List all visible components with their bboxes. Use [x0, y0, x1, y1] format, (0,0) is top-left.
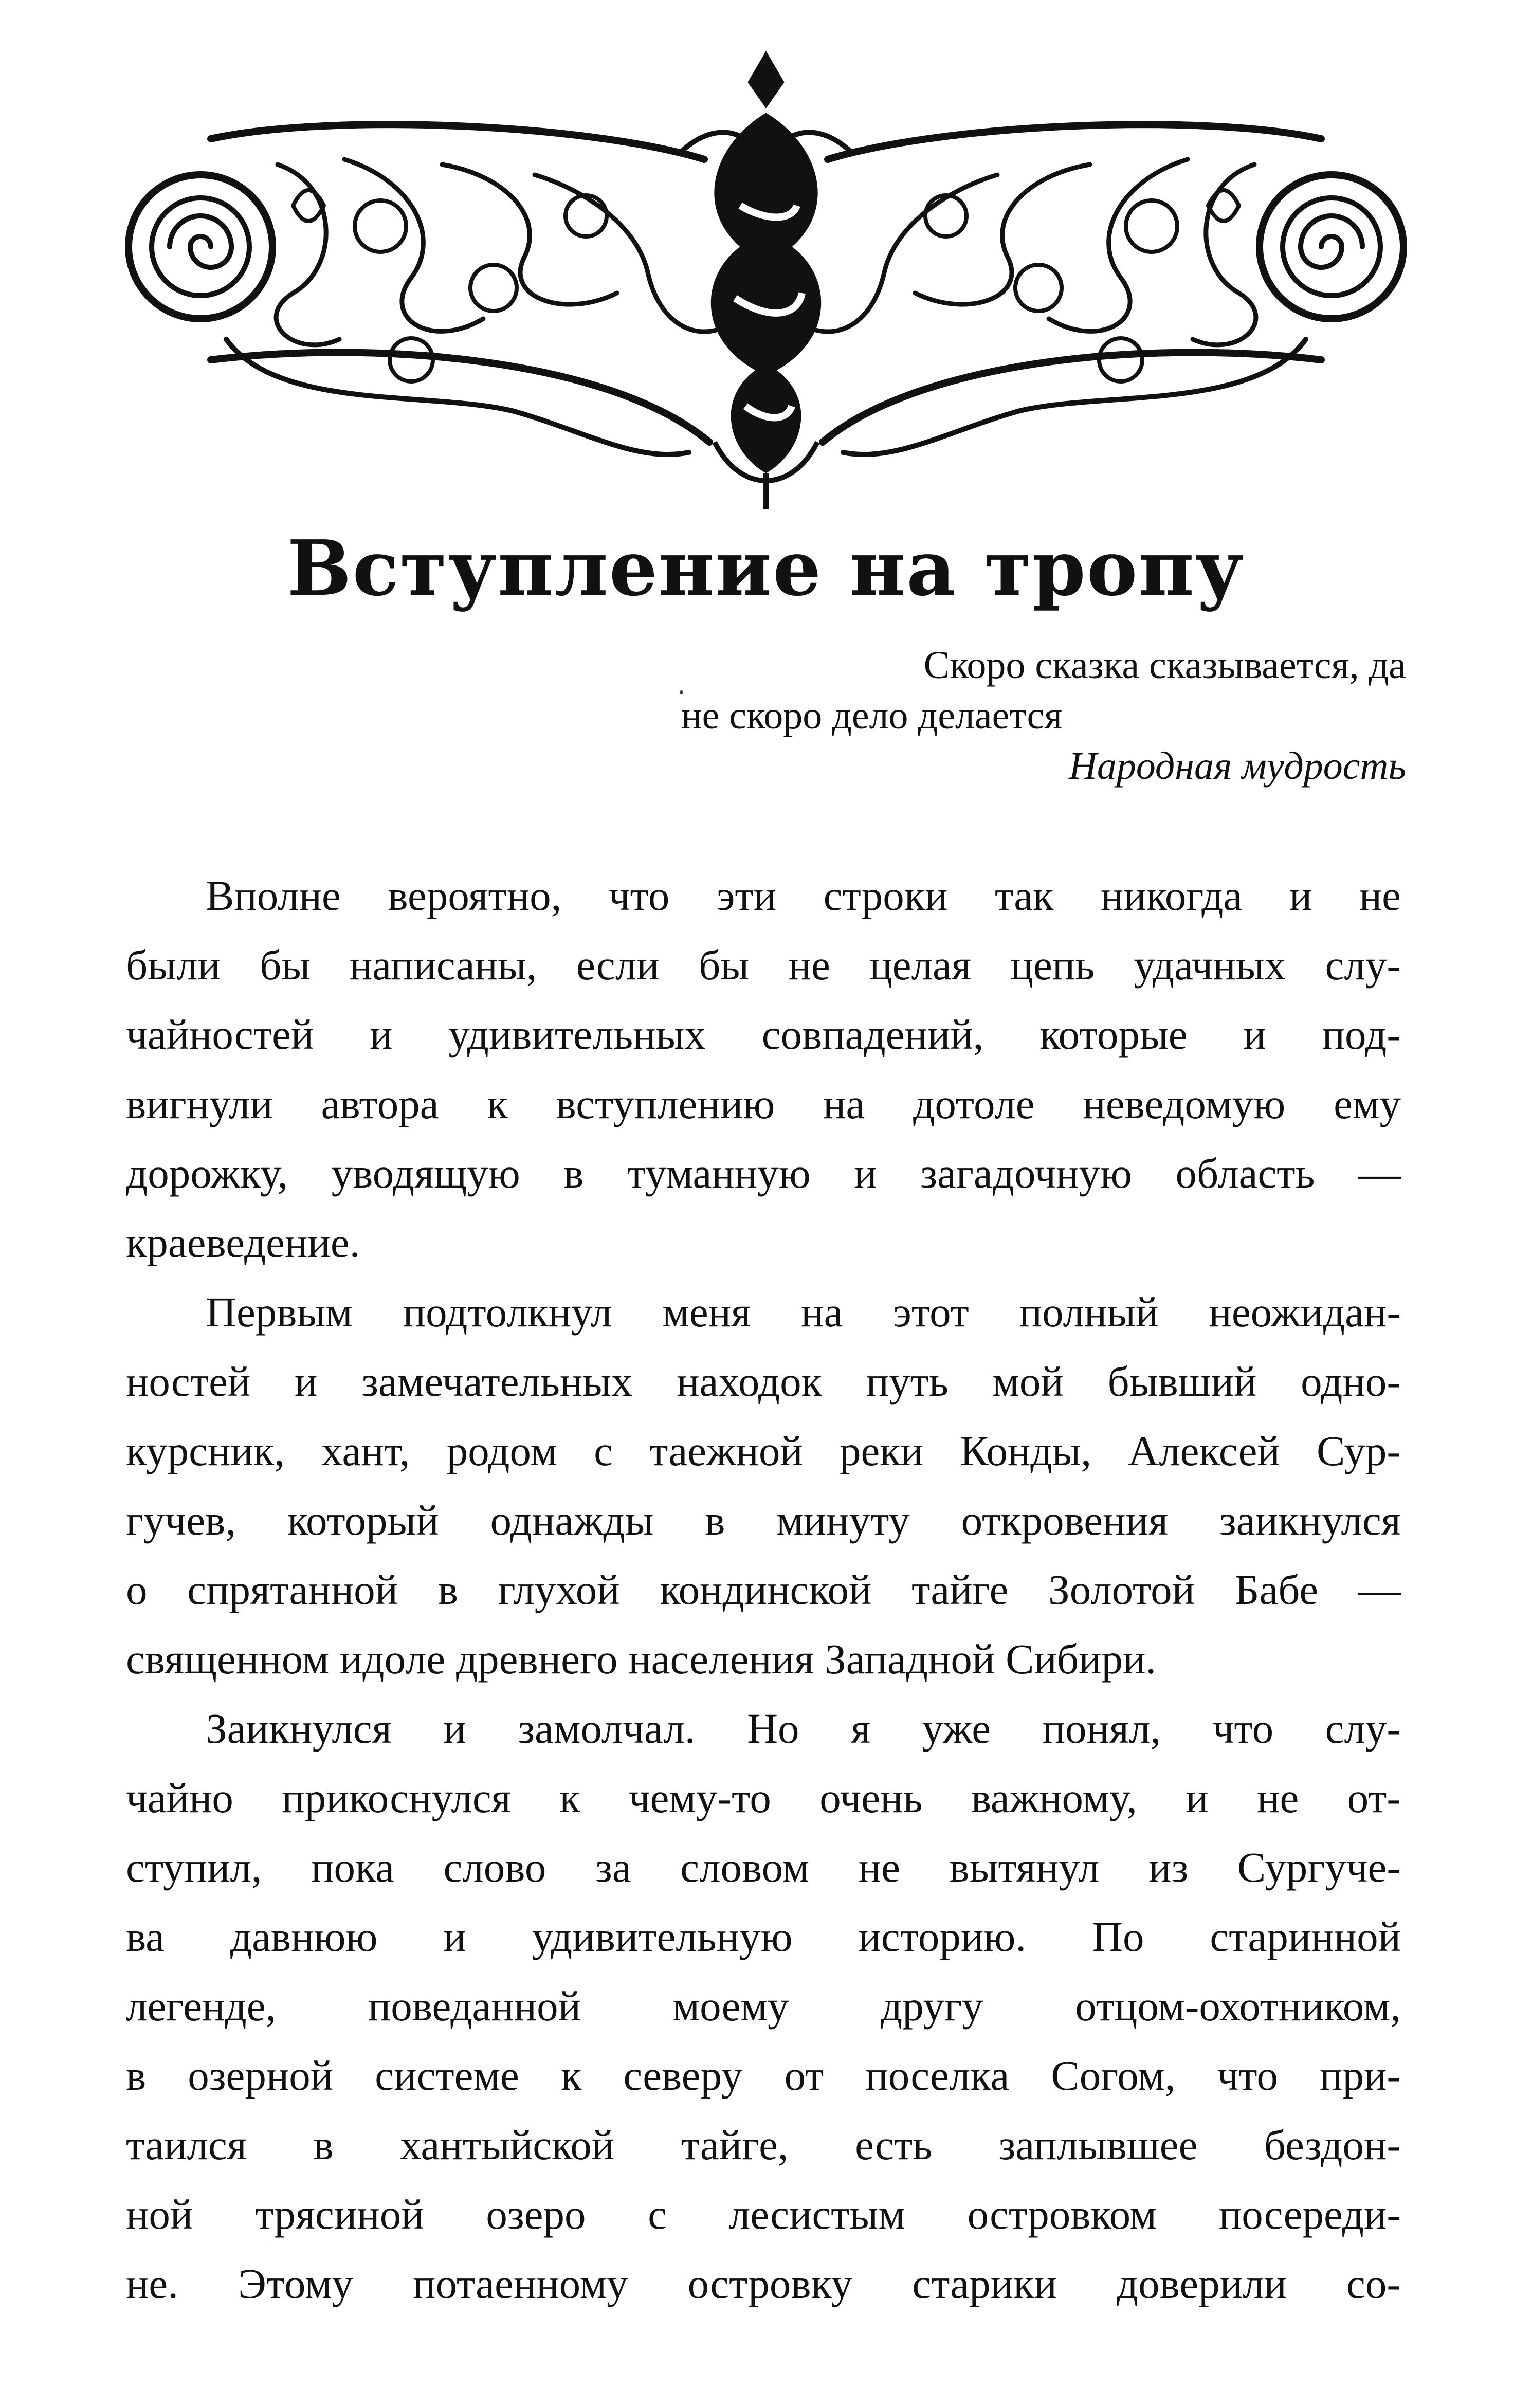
text-line: о спрятанной в глухой кондинской тайге Золотой Бабе — [126, 1566, 1401, 1613]
epigraph-line-2: не скоро дело делается [681, 694, 1063, 737]
text-line: не. Этому потаенному островку старики доверили со- [126, 2260, 1401, 2307]
text-line: Первым подтолкнул меня на этот полный неожидан- [206, 1288, 1401, 1336]
text-line: таился в хантыйской тайге, есть заплывшее бездон- [126, 2121, 1401, 2168]
epigraph-line-1: Скоро сказка сказывается, да [923, 644, 1406, 687]
text-line: дорожку, уводящую в туманную и загадочную область — [126, 1150, 1401, 1197]
text-line: в озерной системе к северу от поселка Согом, что при- [126, 2052, 1401, 2099]
epigraph-source: Народная мудрость [1068, 744, 1406, 788]
text-line: ностей и замечательных находок путь мой бывший одно- [126, 1358, 1401, 1405]
text-line: чайно прикоснулся к чему-то очень важному, и не от- [126, 1774, 1401, 1821]
text-line: краеведение. [126, 1219, 360, 1266]
text-line: гучев, который однажды в минуту откровения заикнулся [126, 1497, 1401, 1544]
text-line: курсник, хант, родом с таежной реки Конды, Алексей Сур- [126, 1427, 1401, 1474]
text-line: священном идоле древнего населения Западной Сибири. [126, 1635, 1157, 1683]
text-line: ной трясиной озеро с лесистым островком посереди- [126, 2191, 1401, 2238]
chapter-title: Вступление на тропу [287, 523, 1245, 613]
text-line: Вполне вероятно, что эти строки так никогда и не [206, 872, 1401, 919]
paragraph-1 [126, 861, 1401, 1278]
text-line: были бы написаны, если бы не целая цепь удачных слу- [126, 941, 1401, 989]
text-line: ва давнюю и удивительную историю. По старинной [126, 1913, 1401, 1960]
text-line: чайностей и удивительных совпадений, которые и под- [126, 1011, 1401, 1058]
ornamental-headpiece-icon [123, 51, 1409, 514]
text-line: вигнули автора к вступлению на дотоле неведомую ему [126, 1080, 1401, 1127]
paragraph-3 [126, 1694, 1401, 2319]
text-line: Заикнулся и замолчал. Но я уже понял, что слу- [206, 1705, 1401, 1752]
text-line: легенде, поведанной моему другу отцом-охотником, [126, 1982, 1401, 2030]
text-line: ступил, пока слово за словом не вытянул из Сургуче- [126, 1844, 1401, 1891]
body-text [126, 861, 1401, 2319]
paragraph-2 [126, 1278, 1401, 1694]
epigraph [635, 640, 1406, 791]
